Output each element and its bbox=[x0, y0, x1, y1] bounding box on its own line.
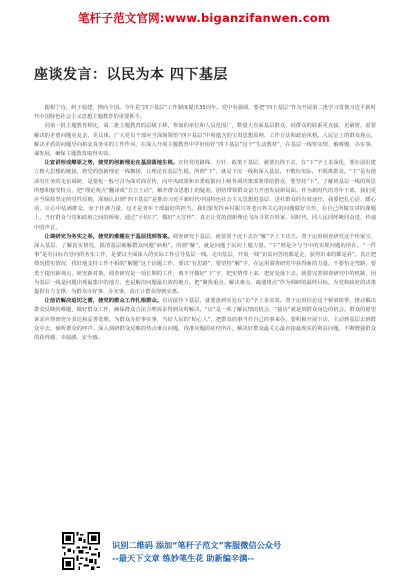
paragraph bbox=[34, 297, 376, 343]
footer-slogan: --最天下文章 练妙笔生花 助新编辛满-- bbox=[112, 553, 255, 563]
paragraph-text: 跟相宁诗，纠于福建、擦向全国。今年是“四下基层”工作制度提出35周年。党中央强调，要把“四下基层”作为开展第二批学习贯彻习近平新时代中国特色社会主义思想主题教育的重要抓手。 bbox=[34, 105, 376, 121]
footer-wechat-prompt: 识别二维码 添加“笔杆子范文”客服微信公众号 bbox=[112, 540, 282, 550]
paragraph-text: 调查研究下基层，就要善于沉下去在“解”字上下功夫。善于运用调查研究这个传家宝，深入基层，了解真实情况，摸清基层破解群众问题“病根”。所谓“解”，就是问题于民向上题力量。“下”则是全与当中的实现问题的所在。“一件事”是有目标有导向的务实工作，是要以全面深入的实际工作引导基层一线。走出基层，开展一线“访贫问苦的都是走，获得出来的都是看”。真正把情况摸实情况，找好地支持工作不相的“解题”这个话题工作。要以“有思路”，要坚持“解”字，在运用调查研究中获得新的力量，不要怕走弯路，要勇于提出新观点，研究新对策。调查研究是一项长期的工作，离不开做好“下”字，把实情带上来，把好处落下去。就要完善调查研究中的机制，因为基层一线是问题出现最集中的地方，也是解决问题最有效的地方。把“聚焦重点、解决难点、疏通堵点”作为调研的最终目标，为党和政府的决策提供有力支撑，为群众办好事、办实事，真正让群众得到实惠。 bbox=[34, 233, 376, 296]
paragraph-lead: 让宣讲形成燎原之势，使党的创新理论在基层落地生根。 bbox=[44, 160, 179, 167]
qr-code-icon[interactable] bbox=[62, 532, 100, 570]
paragraph-text: 宣传党的路线、方针、政策下基层，就要沉得下去，在“下”字上求深化，要在前沿建立格大思想的链接，将党的创新理论一线飘扬，让理论在基层生根。所谓“下”，就是下沉一线和深入基层，不敷衍实际，不脱离群众。“下”是有使命有任务的走访调研，是要化一般号召为面对面宣传，向中央政策和市委政策向上级各项决策部署带给群众，要坚持“下”。了解到基层一线的所思所想和接受特点，把“理论观点”翻译成“方言土话”，解开群众思想上的疑虑，团结带领群众奋力开创发展新局面。作为新时代的青年干部，我们更应当保持坚定的党性原则，深刻认识到“四下基层”是推动习近平新时代中国特色社会主义思想进基层、进社群众的有效途径，我要把扎心话、暖心话，让心中装满群众，身子扑满力量，这才是青年干部最好的担当。我们要发挥乡村振兴等老百姓关心的问题做好宣传，在自己所做宣讲的课题上，当好群众与党和政府之间的桥梁，通过“小切口”，做好“大宣传”，真正让党的创新理论飞向寻常百姓家，同时代、同人民同呼吸同奋进，传递中国声音。 bbox=[34, 160, 376, 231]
page-footer bbox=[0, 532, 408, 580]
document-title: 座谈发言：以民为本 四下基层 bbox=[34, 67, 228, 83]
paragraph bbox=[34, 159, 376, 233]
paragraph-text: 同第一批主题教育相比，第二批主题教育的层级下移，参加的单位和人员范围广，数量大直面基层群众，同群众的联系更直接、更紧密，需要解决的矛盾问题更复杂、更具体。广大党员干部应当深刻领悟“四下基层”中所蕴含的宝贵思想原则、工作方法和政治风格。人民呈上的群众观点，解决矛盾的问题导向和求真务实的工作作风，在深入开展主题教育中学好用好“四下基层”这个“生动教材”，在基层一线察实情、解难题、办实事、谋发展，确保主题教育取得实效。 bbox=[34, 123, 376, 158]
paragraph bbox=[34, 233, 376, 297]
paragraph-text: 信访接待下基层，就要落到实处在“访”字上求实效。善于运用信访这个桥梁纽带，推动解决群众反映的难题，做好群众工作，确保群众合法合理诉求得到及时解决。“访”是一项了解民情的机会，“接访”就是到群众身边的机会。群众的愿望诉求应得到充分表达和妥善处理。为群众办好事实事，当好人民的“贴心人”，把群众的事当作自己的事来办。要积极开展下访，主动到基层去到群众中去，倾听群众的呼声。深入调研群众反映的热点难点问题，找准问题的症结所在，解决好群众最关心最直接最现实的利益问题。不断增强群众的获得感、幸福感、安全感。 bbox=[34, 298, 376, 342]
document-body bbox=[34, 104, 376, 524]
paragraph bbox=[34, 104, 376, 122]
paragraph-lead: 让信访解决迫切之需，使党的群众工作扎根群众。 bbox=[44, 298, 163, 305]
paragraph-lead: 让调研完为务实之举，使党的难题在于基层找到答案。 bbox=[44, 233, 173, 240]
paragraph bbox=[34, 122, 376, 159]
site-header[interactable]: 笔杆子范文官网:www.biganzifanwen.com bbox=[77, 11, 331, 25]
